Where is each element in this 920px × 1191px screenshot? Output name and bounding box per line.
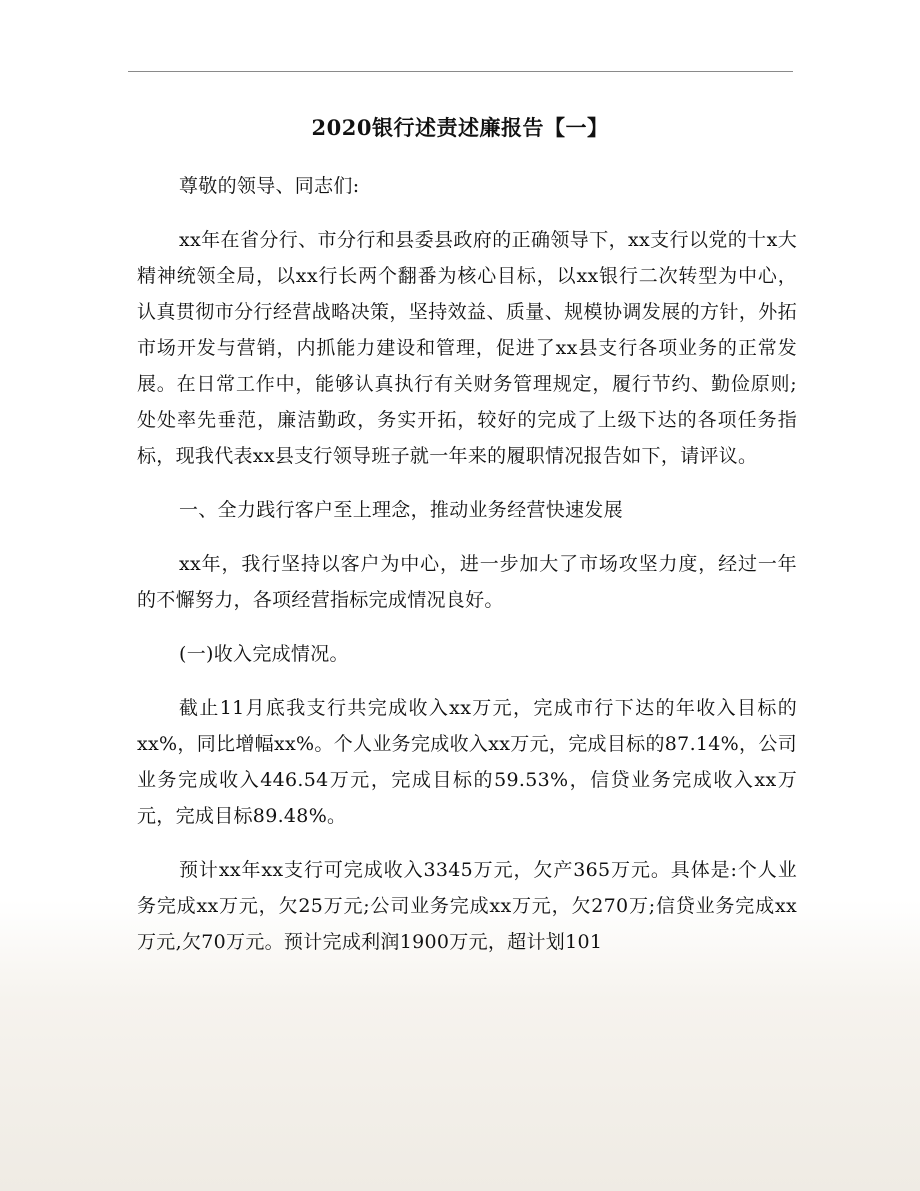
header-rule	[128, 71, 793, 72]
document-title: 2020银行述责述廉报告【一】	[311, 115, 609, 140]
document-body	[137, 168, 797, 960]
paragraph-income: 截止11月底我支行共完成收入xx万元，完成市行下达的年收入目标的xx%，同比增幅xx%。个人业务完成收入xx万元，完成目标的87.14%，公司业务完成收入446.54万元，完成目标的59.53%，信贷业务完成收入xx万元，完成目标89.48%。	[137, 697, 797, 827]
subsection-heading-income: (一)收入完成情况。	[179, 643, 349, 665]
salutation: 尊敬的领导、同志们:	[179, 175, 360, 197]
section-heading-1: 一、全力践行客户至上理念，推动业务经营快速发展	[179, 499, 623, 521]
paragraph-section-1: xx年，我行坚持以客户为中心，进一步加大了市场攻坚力度，经过一年的不懈努力，各项经营指标完成情况良好。	[137, 553, 797, 611]
paragraph-forecast: 预计xx年xx支行可完成收入3345万元，欠产365万元。具体是:个人业务完成xx万元，欠25万元;公司业务完成xx万元，欠270万;信贷业务完成xx万元,欠70万元。预计完成利润1900万元，超计划101	[137, 859, 797, 953]
paragraph-intro: xx年在省分行、市分行和县委县政府的正确领导下，xx支行以党的十x大精神统领全局，以xx行长两个翻番为核心目标，以xx银行二次转型为中心，认真贯彻市分行经营战略决策，坚持效益、质量、规模协调发展的方针，外拓市场开发与营销，内抓能力建设和管理，促进了xx县支行各项业务的正常发展。在日常工作中，能够认真执行有关财务管理规定，履行节约、勤俭原则;处处率先垂范，廉洁勤政，务实开拓，较好的完成了上级下达的各项任务指标，现我代表xx县支行领导班子就一年来的履职情况报告如下，请评议。	[137, 229, 797, 467]
